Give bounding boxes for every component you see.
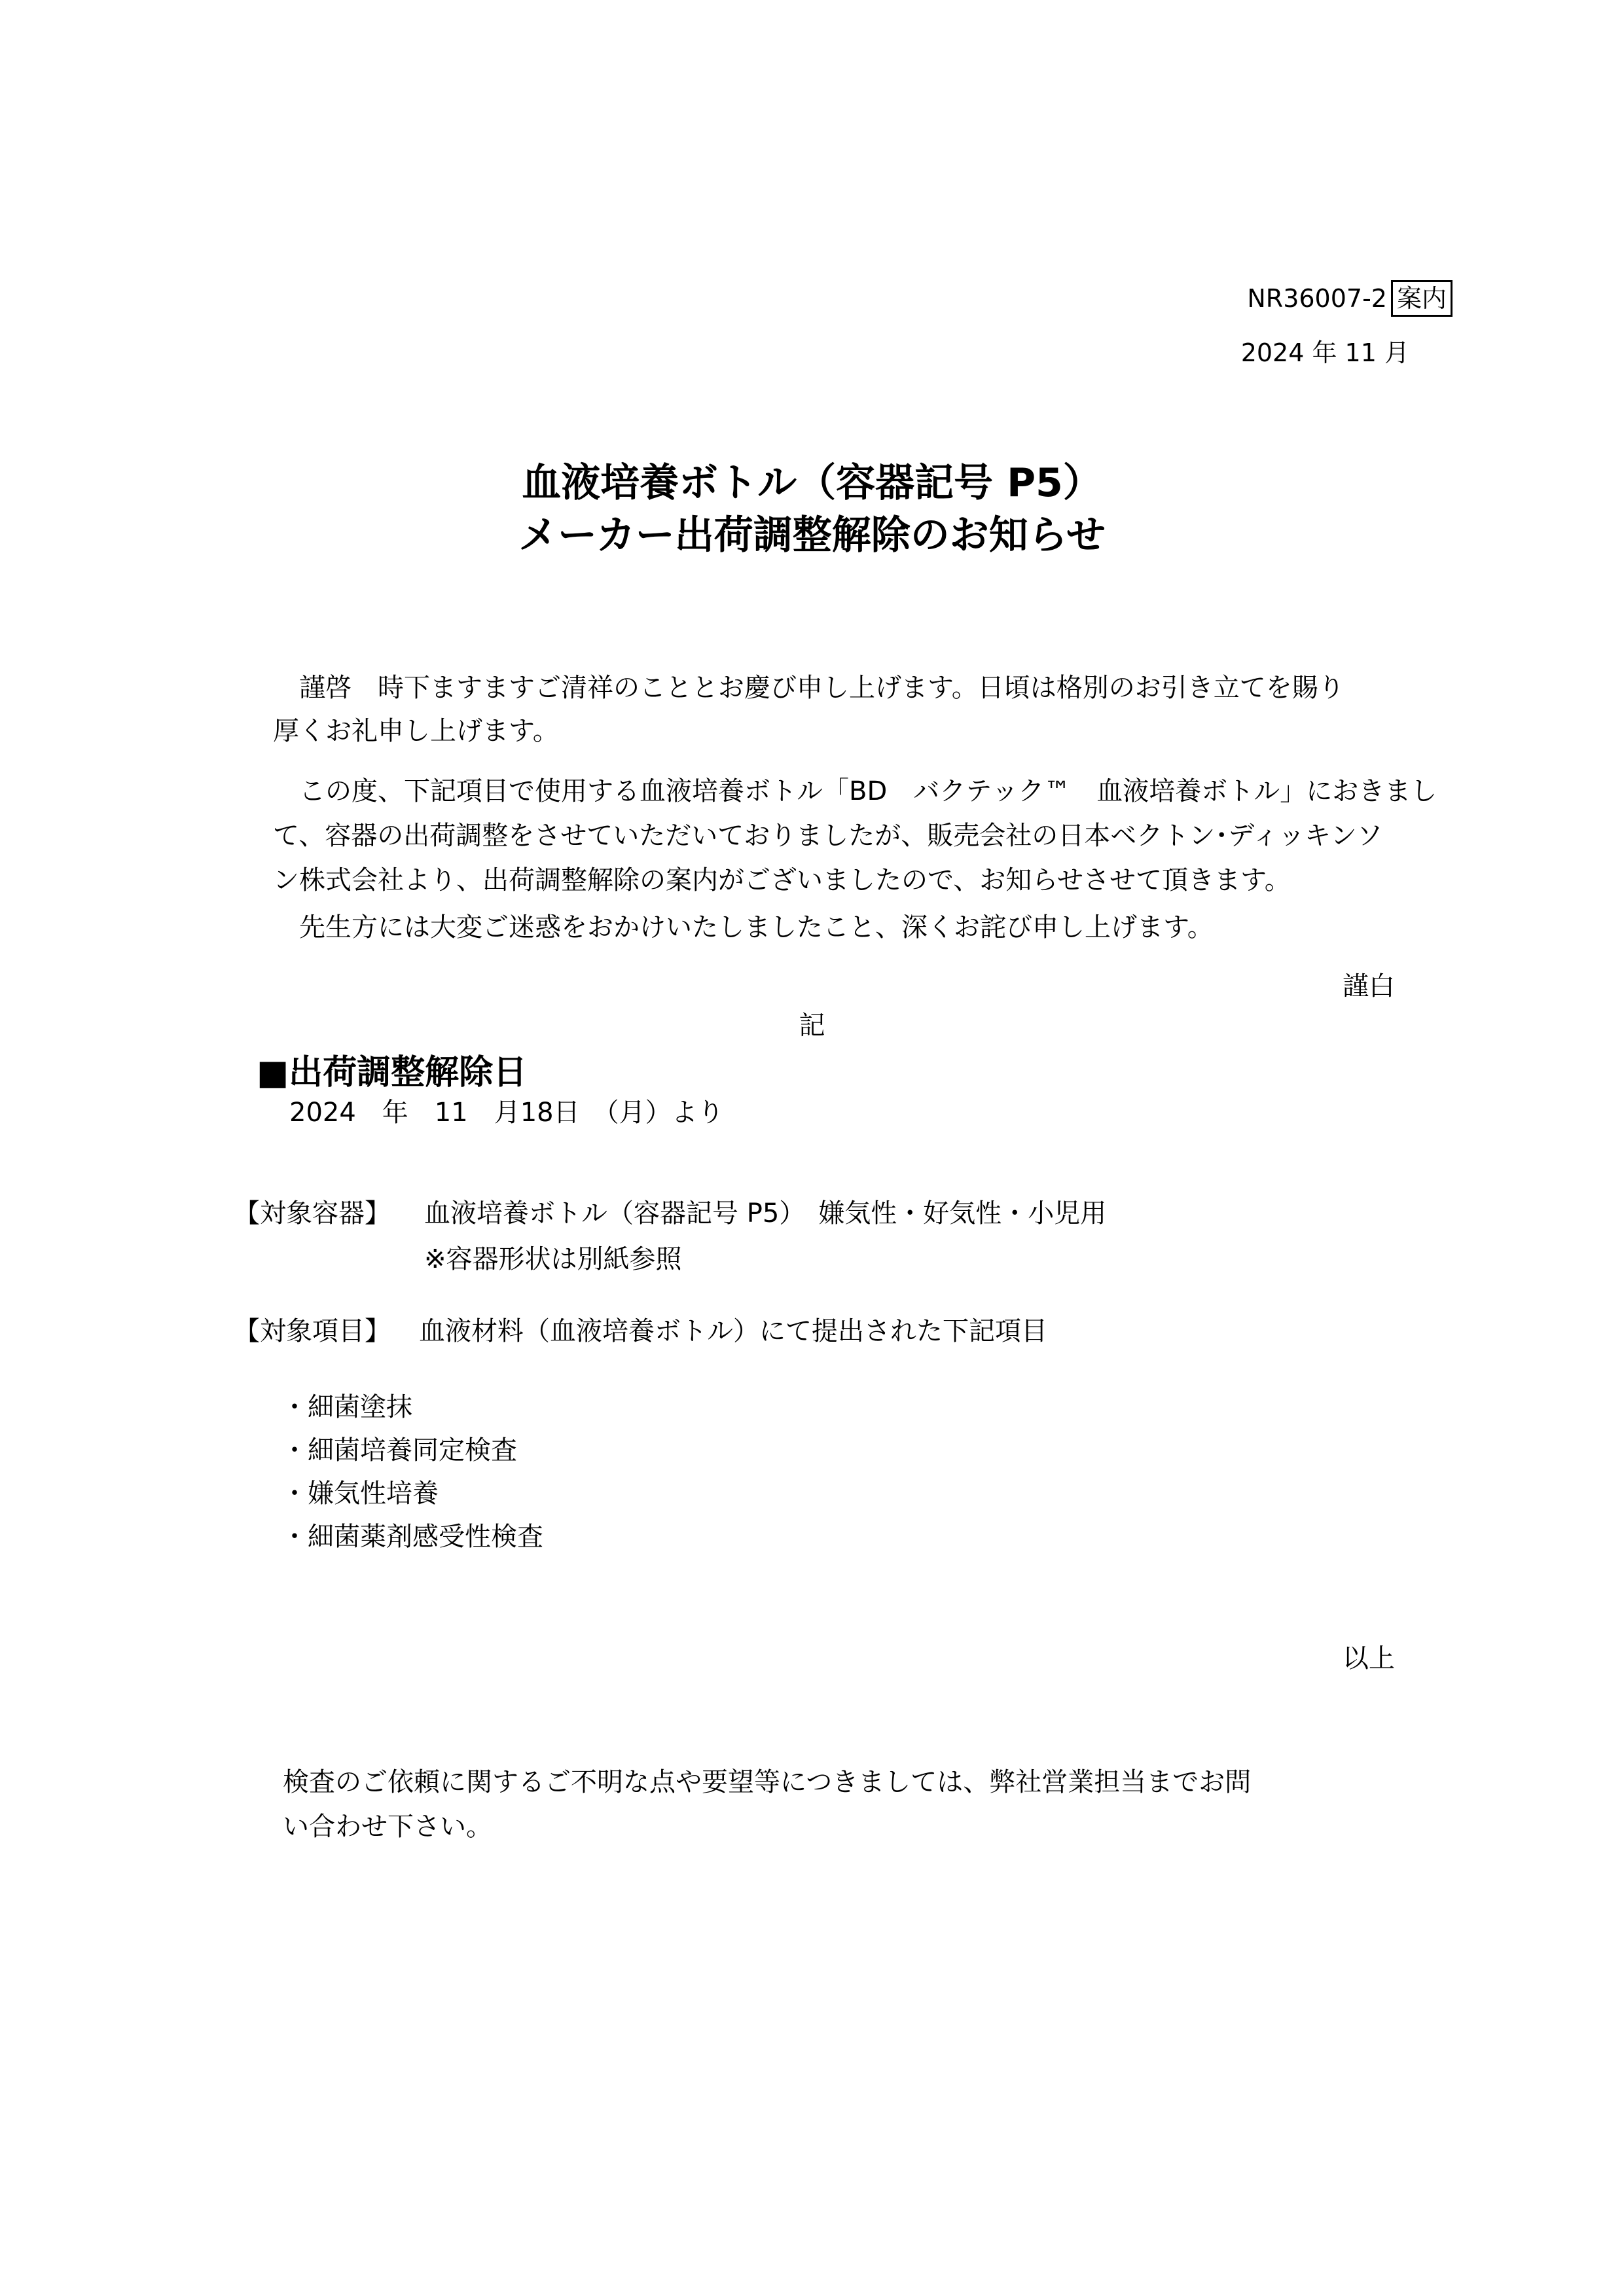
list-item: ・細菌培養同定検査 [281, 1435, 517, 1465]
target-items-value: 血液材料（血液培養ボトル）にて提出された下記項目 [419, 1316, 1047, 1346]
release-date-heading: ■出荷調整解除日 [257, 1053, 528, 1092]
document-number [1247, 280, 1453, 317]
contact-line-1: 検査のご依頼に関するご不明な点や要望等につきましては、弊社営業担当までお問 [283, 1767, 1252, 1797]
release-date-value: 2024 年 11 月18日 （月）より [289, 1098, 724, 1128]
issue-date: 2024 年 11 月 [1240, 338, 1409, 367]
document-type-badge: 案内 [1391, 280, 1453, 317]
list-item: ・細菌薬剤感受性検査 [281, 1522, 543, 1552]
target-container-label: 【対象容器】 [234, 1198, 391, 1229]
target-container-note: ※容器形状は別紙参照 [424, 1244, 682, 1274]
target-container-value: 血液培養ボトル（容器記号 P5） 嫌気性・好気性・小児用 [424, 1198, 1107, 1229]
body-line-5: ン株式会社より、出荷調整解除の案内がございましたので、お知らせさせて頂きます。 [273, 865, 1291, 895]
target-items-label: 【対象項目】 [234, 1316, 391, 1346]
document-number-text: NR36007-2 [1247, 284, 1387, 313]
title-line-2: メーカー出荷調整解除のお知らせ [518, 512, 1106, 558]
body-line-4: て、容器の出荷調整をさせていただいておりましたが、販売会社の日本ベクトン･ディッキンソ [273, 821, 1383, 851]
closing-greeting: 謹白 [1343, 971, 1395, 1001]
list-item: ・嫌気性培養 [281, 1479, 439, 1509]
body-line-6: 先生方には大変ご迷惑をおかけいたしましたこと、深くお詫び申し上げます。 [273, 912, 1214, 942]
body-line-3: この度、下記項目で使用する血液培養ボトル「BD バクテック™ 血液培養ボトル」におきまし [273, 776, 1437, 806]
list-item: ・細菌塗抹 [281, 1392, 412, 1422]
ijou-closing: 以上 [1343, 1643, 1395, 1674]
contact-line-2: い合わせ下さい。 [283, 1812, 492, 1842]
body-line-2: 厚くお礼申し上げます。 [273, 716, 559, 746]
body-line-1: 謹啓 時下ますますご清祥のこととお慶び申し上げます。日頃は格別のお引き立てを賜り [273, 673, 1344, 703]
title-line-1: 血液培養ボトル（容器記号 P5） [522, 460, 1102, 506]
ki-heading: 記 [799, 1011, 825, 1041]
